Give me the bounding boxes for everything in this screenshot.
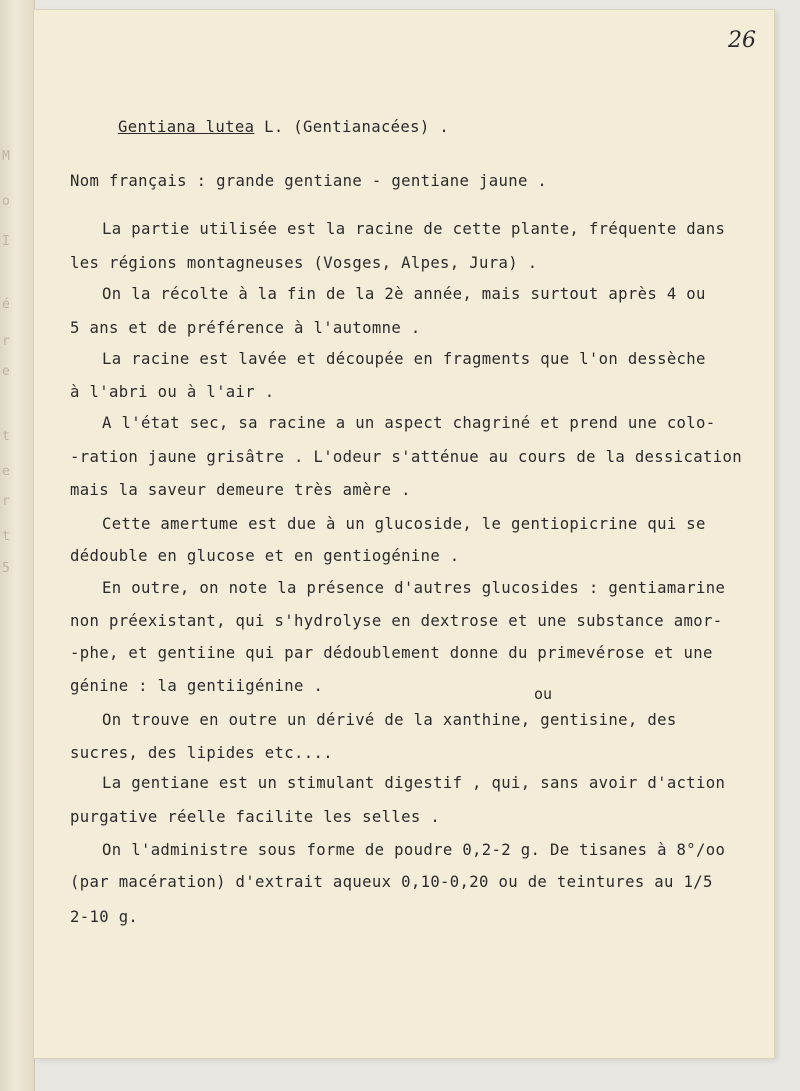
text-line: Cette amertume est due à un glucoside, le gentiopicrine qui se	[102, 515, 706, 533]
page-number: 26	[728, 28, 756, 53]
text-line: à l'abri ou à l'air .	[70, 383, 275, 401]
bleed-through-char: M	[2, 149, 10, 164]
text-line: On trouve en outre un dérivé de la xanthine, gentisine, des	[102, 711, 677, 729]
text-line: -phe, et gentiine qui par dédoublement donne du primevérose et une	[70, 644, 713, 662]
text-line: La partie utilisée est la racine de cette plante, fréquente dans	[102, 220, 726, 238]
text-line: (par macération) d'extrait aqueux 0,10-0,20 ou de teintures au 1/5	[70, 873, 713, 891]
bleed-through-char: e	[2, 364, 10, 379]
text-line: -ration jaune grisâtre . L'odeur s'atténue au cours de la dessication	[70, 448, 742, 466]
text-line: sucres, des lipides etc....	[70, 744, 333, 762]
bleed-through-char: I	[2, 234, 10, 249]
bleed-through-char: e	[2, 464, 10, 479]
page-title	[118, 120, 449, 136]
text-line: purgative réelle facilite les selles .	[70, 808, 441, 826]
bleed-through-char: t	[2, 429, 10, 444]
text-line: La racine est lavée et découpée en fragments que l'on dessèche	[102, 350, 706, 368]
common-name-line: Nom français : grande gentiane - gentiane jaune .	[70, 172, 548, 190]
text-line: non préexistant, qui s'hydrolyse en dextrose et une substance amor-	[70, 612, 723, 630]
family-name: L. (Gentianacées) .	[254, 118, 450, 136]
text-line: mais la saveur demeure très amère .	[70, 481, 411, 499]
text-line: En outre, on note la présence d'autres glucosides : gentiamarine	[102, 579, 726, 597]
species-name: Gentiana lutea	[118, 118, 255, 136]
bleed-through-char: t	[2, 529, 10, 544]
text-line: 2-10 g.	[70, 908, 139, 926]
typed-page	[34, 10, 774, 1058]
bleed-through-char: 5	[2, 561, 10, 576]
text-line: La gentiane est un stimulant digestif , qui, sans avoir d'action	[102, 774, 726, 792]
text-line: les régions montagneuses (Vosges, Alpes, Jura) .	[70, 254, 538, 272]
text-line: On la récolte à la fin de la 2è année, mais surtout après 4 ou	[102, 285, 706, 303]
handwritten-correction: ou	[534, 685, 553, 703]
book-binding	[0, 0, 35, 1091]
text-line: On l'administre sous forme de poudre 0,2-2 g. De tisanes à 8°/oo	[102, 841, 726, 859]
text-line: 5 ans et de préférence à l'automne .	[70, 319, 421, 337]
bleed-through-char: o	[2, 194, 10, 209]
bleed-through-char: r	[2, 494, 10, 509]
text-line: A l'état sec, sa racine a un aspect chagriné et prend une colo-	[102, 414, 716, 432]
bleed-through-char: r	[2, 334, 10, 349]
bleed-through-char: é	[2, 297, 10, 312]
text-line: dédouble en glucose et en gentiogénine .	[70, 547, 460, 565]
text-line: génine : la gentiigénine .	[70, 677, 324, 695]
